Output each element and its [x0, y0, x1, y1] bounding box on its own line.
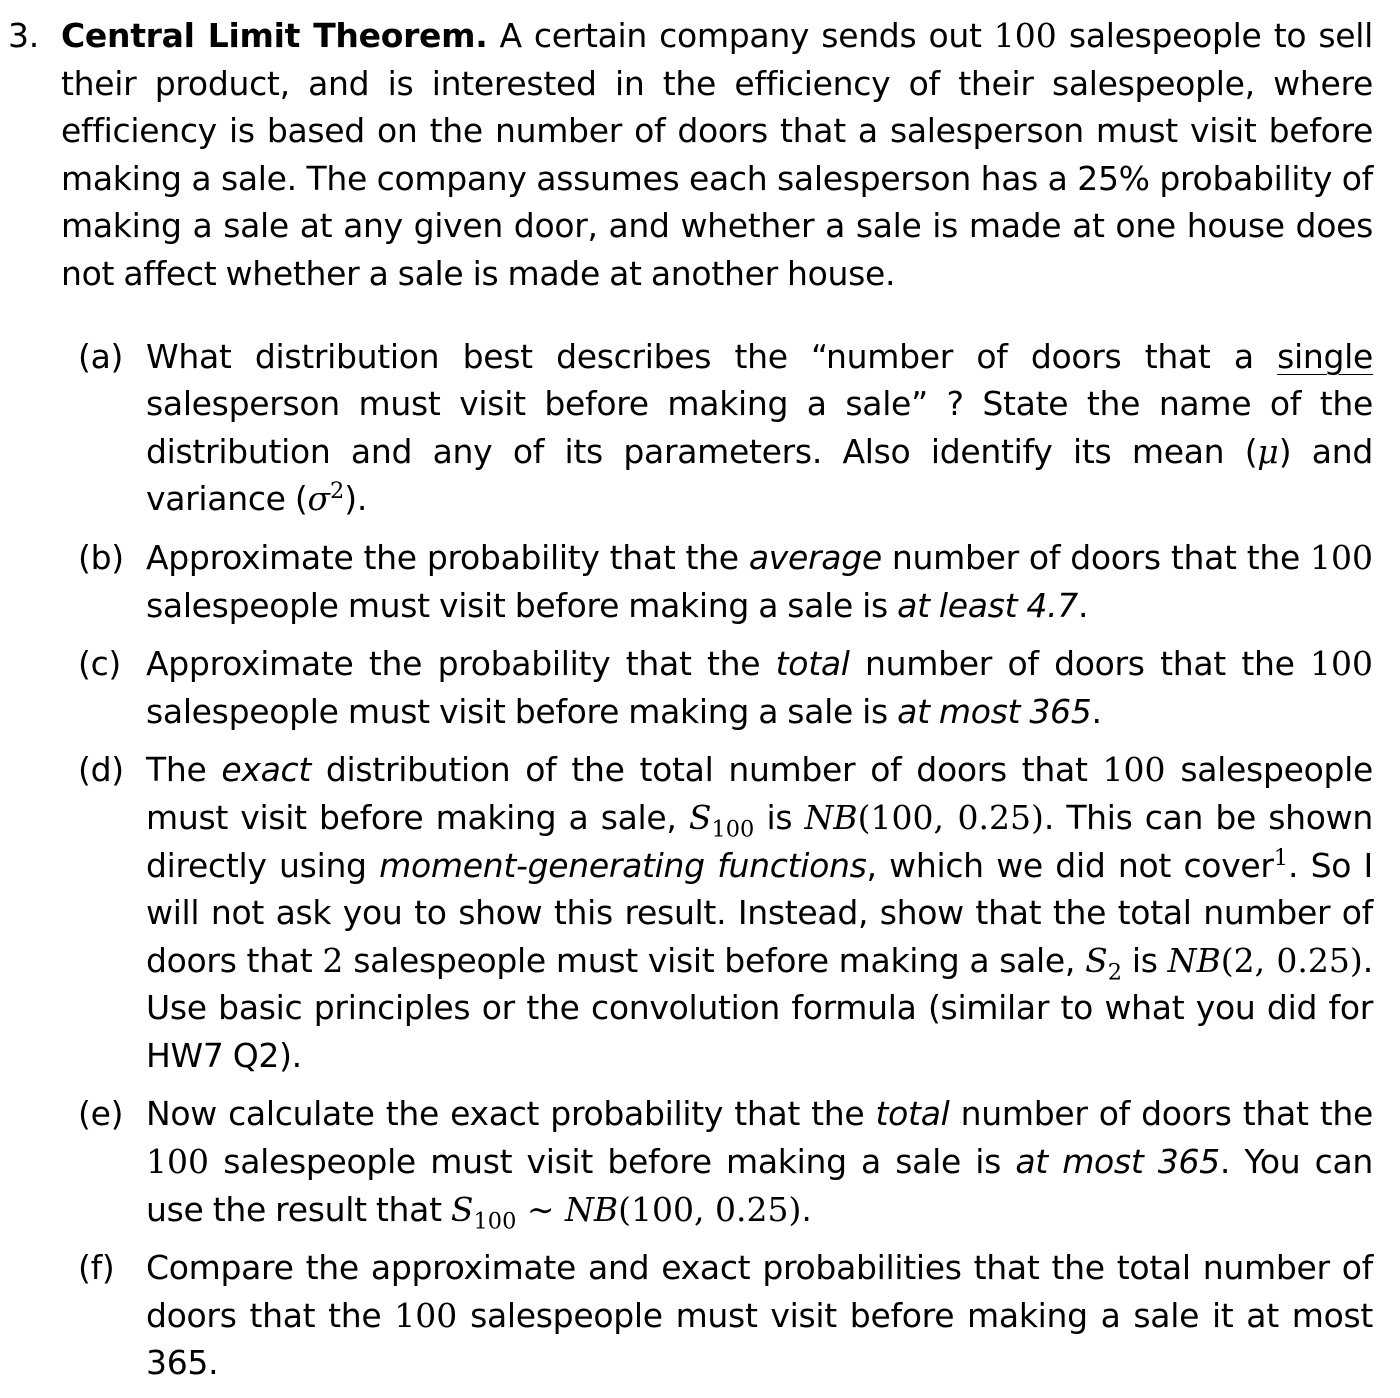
subquestion-text: . [1078, 585, 1089, 625]
subquestion-f [8, 1244, 1373, 1387]
emphasis: exact [221, 750, 312, 790]
subquestion-text: is [754, 797, 805, 837]
emphasis: at most 365 [1015, 1142, 1220, 1182]
subquestion-label: (f) [78, 1248, 115, 1288]
sigma-symbol: σ [307, 479, 330, 519]
subquestion-text: number of doors that the [849, 644, 1310, 684]
subquestion-text: salesperson must visit before making a sale” ? State the name of the distribution and any of its parameters. Also identify its mean ( [146, 384, 1373, 471]
subquestion-label: (c) [78, 644, 121, 684]
emphasis: at most 365 [897, 691, 1092, 731]
subquestion-text: salespeople must visit before making a sale, [146, 750, 1374, 837]
subquestion-text: The [146, 750, 222, 790]
emphasis: average [748, 537, 882, 577]
problem-intro-text-cont: salespeople to sell their product, and is interested in the efficiency of their salespeople, where efficiency is based on the number of doors that a salesperson must visit before making a sale. The company assumes each salesperson has a 25% probability of making a sale at any given door, and whether a sale is made at one house does not affect whether a sale is made at another house. [61, 16, 1373, 293]
subquestion-d [8, 746, 1373, 1079]
underlined-word: single [1277, 336, 1373, 376]
problem-intro-text: A certain company sends out [499, 16, 994, 55]
subquestion-text: . This can be shown directly using [146, 797, 1373, 885]
subquestion-text: salespeople must visit before making a sale it at most 365. [146, 1295, 1373, 1383]
subquestion-text: Now calculate the exact probability that the [146, 1094, 876, 1134]
salespeople-count: 100 [146, 1142, 209, 1182]
emphasis: total [875, 1094, 950, 1134]
subquestion-text: ) and variance ( [146, 431, 1373, 519]
problem-statement [8, 12, 1373, 298]
distribution-name: NB [804, 797, 858, 837]
subquestion-text: is [1121, 940, 1168, 980]
sum-variable: S [450, 1189, 474, 1229]
subquestion-text: salespeople must visit before making a sale is [146, 585, 898, 625]
subquestion-text: . [801, 1189, 812, 1229]
salespeople-count: 100 [394, 1295, 458, 1335]
subquestion-e [8, 1090, 1373, 1233]
problem-number: 3. [8, 16, 39, 55]
subquestion-label: (e) [78, 1094, 124, 1134]
distribution-name: NB [564, 1189, 619, 1229]
superscript: 2 [329, 478, 345, 505]
subquestion-a [8, 333, 1373, 523]
subquestion-text: salespeople must visit before making a sale is [209, 1142, 1016, 1182]
problem-title: Central Limit Theorem. [61, 16, 488, 55]
salespeople-count: 100 [993, 16, 1057, 55]
subscript: 2 [1107, 959, 1122, 986]
emphasis: moment-generating functions [379, 845, 867, 885]
subscript: 100 [711, 816, 755, 843]
emphasis: total [775, 644, 850, 684]
distribution-params: (100, 0.25) [618, 1189, 802, 1229]
subquestion-text: What distribution best describes the “number of doors that a [146, 336, 1278, 376]
subquestion-b [8, 534, 1373, 629]
distribution-name: NB [1167, 940, 1221, 980]
subscript: 100 [473, 1208, 517, 1235]
mean-symbol: μ [1257, 431, 1279, 471]
salespeople-count: 100 [1102, 750, 1166, 790]
subquestion-text: Compare the approximate and exact probabilities that the total number of doors that the [146, 1248, 1373, 1335]
sum-variable: S [1085, 940, 1108, 980]
footnote-marker: 1 [1273, 844, 1288, 871]
distribution-params: (100, 0.25) [857, 797, 1044, 837]
subquestion-text: Approximate the probability that the [146, 644, 776, 684]
subquestion-text: , which we did not cover [866, 845, 1274, 885]
subquestion-text: salespeople must visit before making a sale is [146, 691, 898, 731]
problem-3 [8, 12, 1373, 1398]
tilde-symbol: ∼ [516, 1189, 565, 1229]
subquestion-text: number of doors that the [881, 537, 1310, 577]
subquestion-text: . You can use the result that [146, 1142, 1374, 1229]
salespeople-count: 100 [1310, 644, 1373, 684]
subquestion-text: Approximate the probability that the [146, 537, 749, 577]
subquestion-text: number of doors that the [949, 1094, 1373, 1134]
salespeople-count: 100 [1310, 537, 1373, 577]
subquestion-text: ). [344, 479, 368, 519]
subquestion-label: (a) [78, 336, 124, 376]
subquestion-text: . So I will not ask you to show this result. Instead, show that the total number of doors that [146, 845, 1373, 980]
distribution-params: (2, 0.25) [1220, 940, 1363, 980]
subquestion-text: . Use basic principles or the convolution formula (similar to what you did for HW7 Q2). [146, 940, 1373, 1075]
subquestion-list [8, 333, 1373, 1387]
subquestion-c [8, 640, 1373, 735]
subquestion-label: (b) [78, 537, 124, 577]
salespeople-count-two: 2 [322, 940, 344, 980]
emphasis: at least 4.7 [897, 585, 1078, 625]
subquestion-text: distribution of the total number of doors that [311, 750, 1103, 790]
subquestion-text: . [1091, 691, 1102, 731]
subquestion-label: (d) [78, 750, 124, 790]
subquestion-text: salespeople must visit before making a sale, [343, 940, 1086, 980]
sum-variable: S [688, 797, 712, 837]
